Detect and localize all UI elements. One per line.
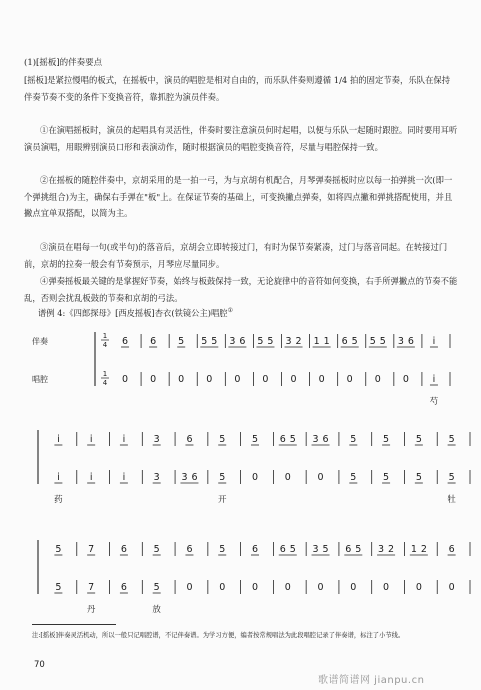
accompaniment-note: 5 — [350, 434, 357, 445]
vocal-note: 3 — [153, 472, 160, 483]
accompaniment-note: i — [122, 434, 126, 445]
accompaniment-note: 5 — [351, 336, 358, 347]
accompaniment-note: 3 — [312, 434, 319, 445]
vocal-note: 0 — [317, 582, 324, 593]
accompaniment-note: 5 — [219, 544, 226, 555]
accompaniment-note: 5 — [219, 434, 226, 445]
accompaniment-note: 5 — [322, 544, 329, 555]
accompaniment-note: 5 — [379, 336, 386, 347]
vocal-note: 3 — [181, 472, 188, 483]
accompaniment-note: 6 — [322, 434, 329, 445]
accompaniment-note: 5 — [415, 434, 422, 445]
accompaniment-note: 6 — [122, 336, 129, 347]
vocal-note: 0 — [150, 374, 157, 385]
vocal-note: 5 — [350, 472, 357, 483]
vocal-note: 0 — [206, 374, 213, 385]
vocal-note: 0 — [284, 472, 291, 483]
vocal-note: 5 — [415, 472, 422, 483]
footnote-text: 注:[摇板]伴奏灵活机动，所以一般只记唱腔谱，不记伴奏谱。为学习方便，编者按常规唱法为此段唱腔记录了伴奏谱，标注了小节线。 — [32, 632, 405, 639]
vocal-note: 0 — [290, 374, 297, 385]
vocal-note: 0 — [374, 374, 381, 385]
vocal-note: 0 — [186, 582, 193, 593]
accompaniment-meter-top: 1 — [102, 332, 108, 340]
accompaniment-note: 5 — [55, 544, 62, 555]
accompaniment-note: 5 — [178, 336, 185, 347]
vocal-note: 0 — [448, 582, 455, 593]
accompaniment-note: 5 — [211, 336, 218, 347]
lyric-char: 放 — [152, 605, 161, 615]
accompaniment-note: 1 — [323, 336, 330, 347]
part-label-accompaniment: 伴奏 — [32, 337, 48, 346]
accompaniment-note: 5 — [289, 434, 296, 445]
section-heading: (1)[摇板]的伴奏要点 — [24, 58, 103, 68]
accompaniment-note: 5 — [383, 434, 390, 445]
accompaniment-note: i — [57, 434, 60, 445]
vocal-note: 0 — [318, 374, 325, 385]
accompaniment-note: 6 — [407, 336, 414, 347]
accompaniment-note: 2 — [295, 336, 302, 347]
vocal-note: i — [122, 472, 126, 483]
accompaniment-note: 6 — [150, 336, 157, 347]
accompaniment-note: 6 — [186, 434, 193, 445]
vocal-note: 7 — [88, 582, 95, 593]
accompaniment-note: 2 — [420, 544, 427, 555]
accompaniment-note: 6 — [279, 544, 286, 555]
accompaniment-note: 5 — [267, 336, 274, 347]
vocal-note: 0 — [251, 472, 259, 483]
accompaniment-note: 5 — [153, 544, 160, 555]
vocal-note: 5 — [383, 472, 390, 483]
vocal-note: 6 — [120, 582, 127, 593]
accompaniment-note: 6 — [120, 544, 127, 555]
paragraph-point-2: ②在摇板的随腔伴奏中，京胡采用的是一拍一弓，为与京胡有机配合，月琴弹奏摇板时应以每一拍弹挑一次(即一个弹挑组合)为主，确保右手弹在"板"上。在保证节奏的基础上，可变换撇点弹奏，如将四点撇和弹挑搭配使用，并且撇点宜单双搭配，以简为主。 — [24, 175, 453, 219]
vocal-note: 6 — [191, 472, 198, 483]
paragraph-intro: [摇板]是紧拉慢唱的板式，在摇板中，演员的唱腔是相对自由的，而乐队伴奏则遵循 1/4 拍的固定节奏，乐队在保持伴奏节奏不变的条件下变换音符，靠抓腔为演员伴奏。 — [24, 75, 451, 102]
accompaniment-note: 3 — [153, 434, 160, 445]
vocal-note: 0 — [122, 374, 129, 385]
accompaniment-note: 6 — [251, 544, 259, 555]
vocal-note: 0 — [346, 374, 353, 385]
paragraph-point-4: ④弹奏摇板最关键的是掌握好节奏，始终与板鼓保持一致，无论旋律中的音符如何变换，右手所弹撇点的节奏不能乱，否则会扰乱板鼓的节奏和京胡的弓法。 — [24, 276, 458, 303]
accompaniment-note: 3 — [312, 544, 319, 555]
accompaniment-note: 5 — [448, 434, 455, 445]
vocal-note: 0 — [383, 582, 390, 593]
accompaniment-note: 6 — [186, 544, 193, 555]
accompaniment-note: 6 — [239, 336, 246, 347]
accompaniment-note: 5 — [355, 544, 362, 555]
vocal-note: i — [432, 374, 436, 385]
lyric-char: 药 — [54, 495, 63, 505]
vocal-note: 0 — [284, 582, 291, 593]
accompaniment-note: 6 — [341, 336, 348, 347]
lyric-char: 开 — [217, 495, 227, 505]
accompaniment-note: 7 — [88, 544, 95, 555]
lyric-char: 牡 — [447, 495, 456, 505]
part-label-vocal: 唱腔 — [32, 375, 48, 384]
accompaniment-note: 2 — [388, 544, 395, 555]
accompaniment-note: 6 — [345, 544, 352, 555]
vocal-note: 5 — [153, 582, 160, 593]
vocal-meter-top: 1 — [102, 370, 108, 378]
page-number: 70 — [34, 660, 45, 670]
accompaniment-note: 3 — [285, 336, 292, 347]
site-watermark: 歌谱简谱网 jianpu.cn — [318, 675, 425, 686]
vocal-note: 0 — [402, 374, 409, 385]
vocal-note: 5 — [219, 472, 226, 483]
vocal-note: 5 — [448, 472, 455, 483]
accompaniment-note: 5 — [251, 434, 259, 445]
vocal-note: 0 — [178, 374, 185, 385]
accompaniment-note: 5 — [289, 544, 296, 555]
vocal-meter-bottom: 4 — [102, 379, 108, 387]
accompaniment-meter-bottom: 4 — [102, 341, 108, 349]
accompaniment-note: 3 — [378, 544, 385, 555]
lyric-char: 芍 — [429, 397, 439, 407]
paragraph-point-3: ③演员在唱每一句(或半句)的落音后，京胡会立即转接过门，有时为保节奏紧凑，过门与落音同起。在转接过门前，京胡的拉奏一般会有节奏预示，月琴应尽量同步。 — [24, 242, 448, 269]
accompaniment-note: 3 — [397, 336, 404, 347]
vocal-note: 0 — [262, 374, 269, 385]
vocal-note: 0 — [350, 582, 357, 593]
vocal-note: 5 — [55, 582, 62, 593]
lyric-char: 丹 — [86, 605, 96, 615]
example-title-text: 谱例 4:《四郎探母》[西皮摇板]杏衣(铁镜公主)唱腔 — [38, 308, 228, 318]
accompaniment-note: 1 — [313, 336, 320, 347]
vocal-note: i — [57, 472, 60, 483]
footnote-rule — [32, 624, 116, 625]
accompaniment-note: i — [89, 434, 93, 445]
vocal-note: 0 — [219, 582, 226, 593]
accompaniment-note: 6 — [279, 434, 286, 445]
vocal-note: 0 — [415, 582, 422, 593]
accompaniment-note: 1 — [410, 544, 417, 555]
vocal-note: 0 — [234, 374, 241, 385]
accompaniment-note: 5 — [201, 336, 208, 347]
paragraph-point-1: ①在演唱摇板时，演员的起唱具有灵活性，伴奏时要注意演员何时起唱，以便与乐队一起随时跟腔。同时要用耳听演员演唱，用眼辨别演员口形和表演动作，随时根据演员的唱腔变换音符，尽量与唱腔保持一致。 — [24, 125, 458, 152]
accompaniment-note: 5 — [369, 336, 376, 347]
footnote-marker: ① — [227, 307, 233, 315]
vocal-note: 0 — [251, 582, 259, 593]
vocal-note: 0 — [317, 472, 324, 483]
accompaniment-note: 3 — [229, 336, 236, 347]
accompaniment-note: i — [432, 336, 436, 347]
vocal-note: i — [89, 472, 93, 483]
accompaniment-note: 6 — [448, 544, 455, 555]
accompaniment-note: 5 — [257, 336, 264, 347]
